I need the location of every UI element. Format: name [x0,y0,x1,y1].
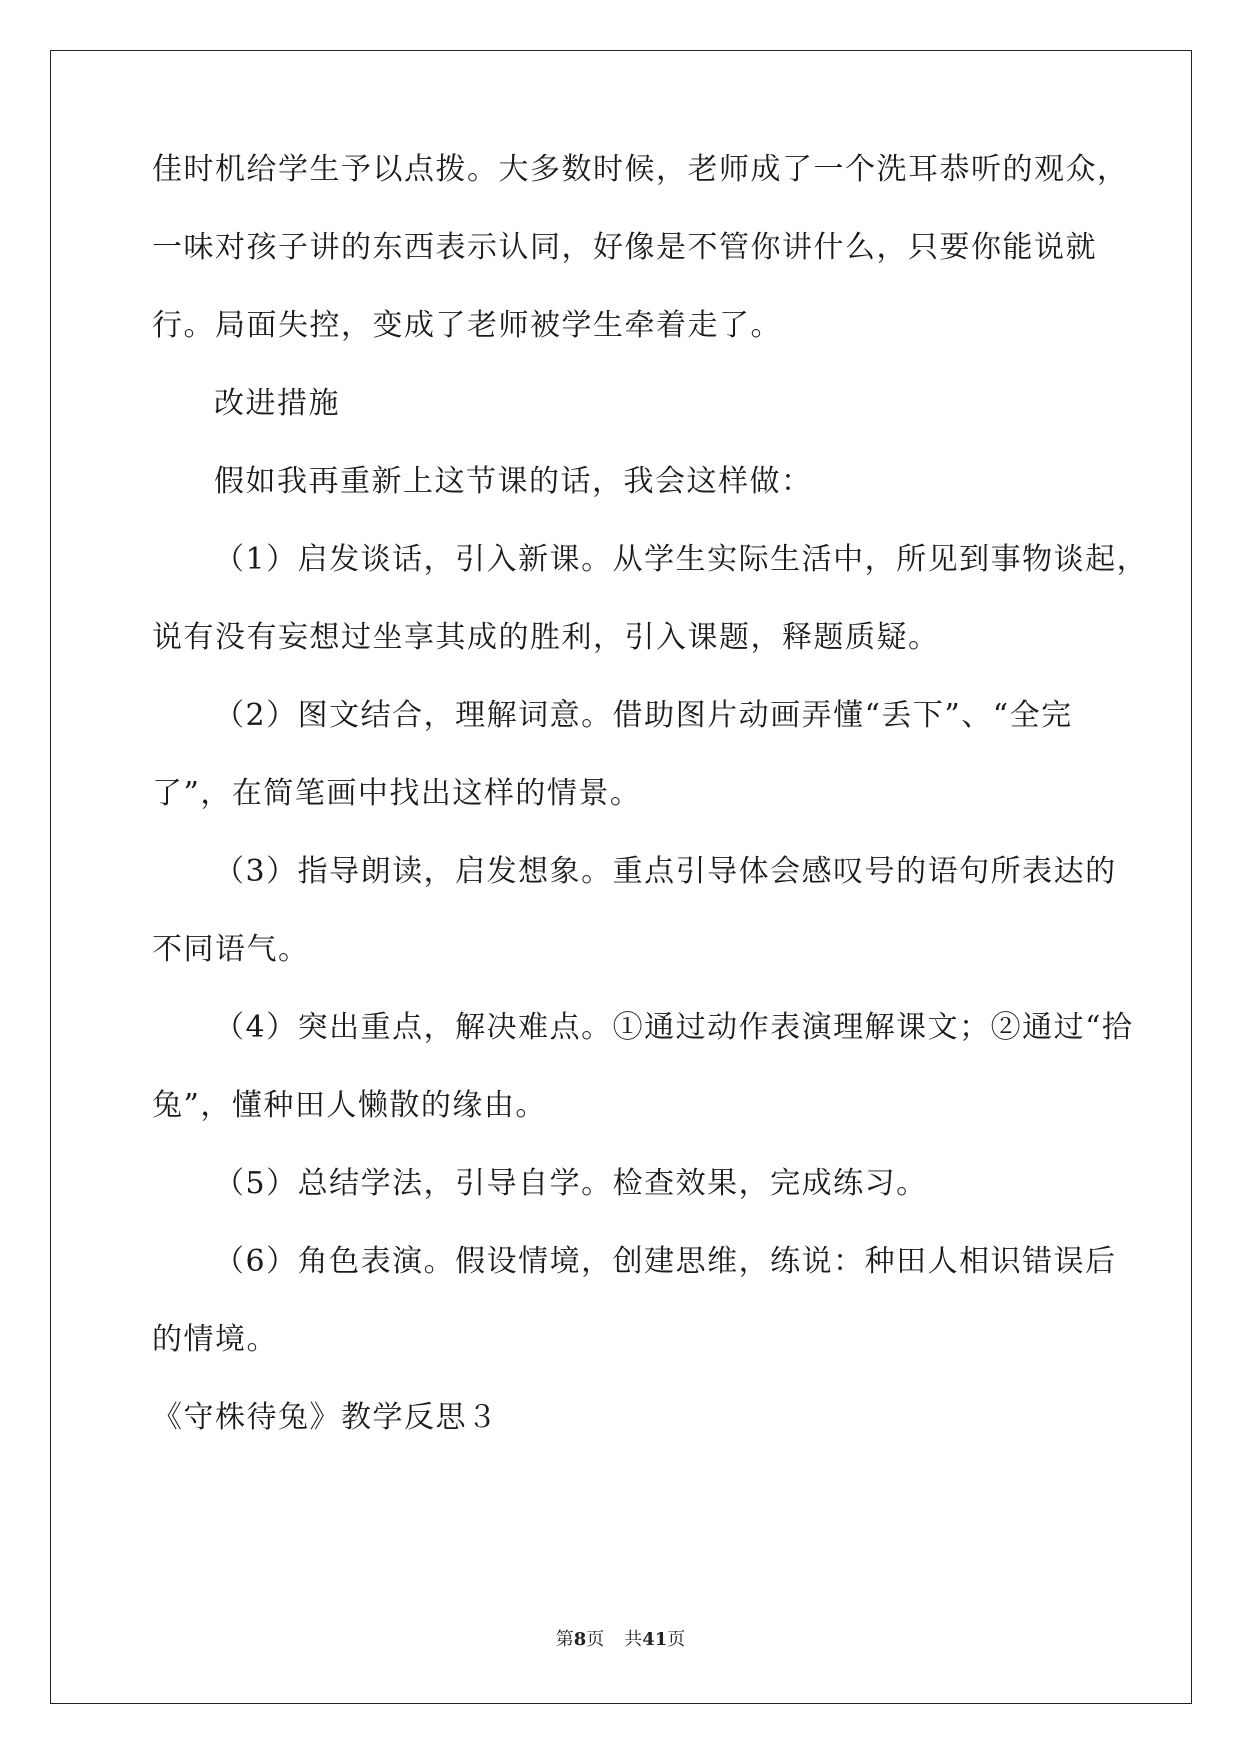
page-number: 8 [573,1629,587,1650]
list-item-5: （5）总结学法，引导自学。检查效果，完成练习。 [214,1166,928,1201]
total-pages: 41 [642,1629,668,1650]
page-unit: 页 [586,1629,605,1650]
list-item-2-cont: 了”，在简笔画中找出这样的情景。 [152,776,642,811]
text-line-5: 假如我再重新上这节课的话，我会这样做： [214,464,813,499]
list-item-1: （1）启发谈话，引入新课。从学生实际生活中，所见到事物谈起， [214,542,1149,577]
list-item-4-cont: 兔”，懂种田人懒散的缘由。 [152,1088,547,1123]
total-unit: 页 [667,1629,686,1650]
text-line-1: 佳时机给学生予以点拨。大多数时候，老师成了一个洗耳恭听的观众， [152,152,1129,187]
list-item-3-cont: 不同语气。 [152,932,310,967]
article-title: 《守株待兔》教学反思３ [152,1400,499,1435]
list-item-6-cont: 的情境。 [152,1322,278,1357]
text-line-3: 行。局面失控，变成了老师被学生牵着走了。 [152,308,782,343]
text-line-2: 一味对孩子讲的东西表示认同，好像是不管你讲什么，只要你能说就 [152,230,1097,265]
list-item-1-cont: 说有没有妄想过坐享其成的胜利，引入课题，释题质疑。 [152,620,940,655]
list-item-4: （4）突出重点，解决难点。①通过动作表演理解课文；②通过“拾 [214,1010,1134,1045]
list-item-6: （6）角色表演。假设情境，创建思维，练说：种田人相识错误后 [214,1244,1117,1279]
list-item-3: （3）指导朗读，启发想象。重点引导体会感叹号的语句所表达的 [214,854,1117,889]
page-prefix: 第 [555,1629,574,1650]
section-heading: 改进措施 [214,386,340,421]
list-item-2: （2）图文结合，理解词意。借助图片动画弄懂“丢下”、“全完 [214,698,1073,733]
page-footer [0,1628,1241,1652]
total-prefix: 共 [624,1629,643,1650]
